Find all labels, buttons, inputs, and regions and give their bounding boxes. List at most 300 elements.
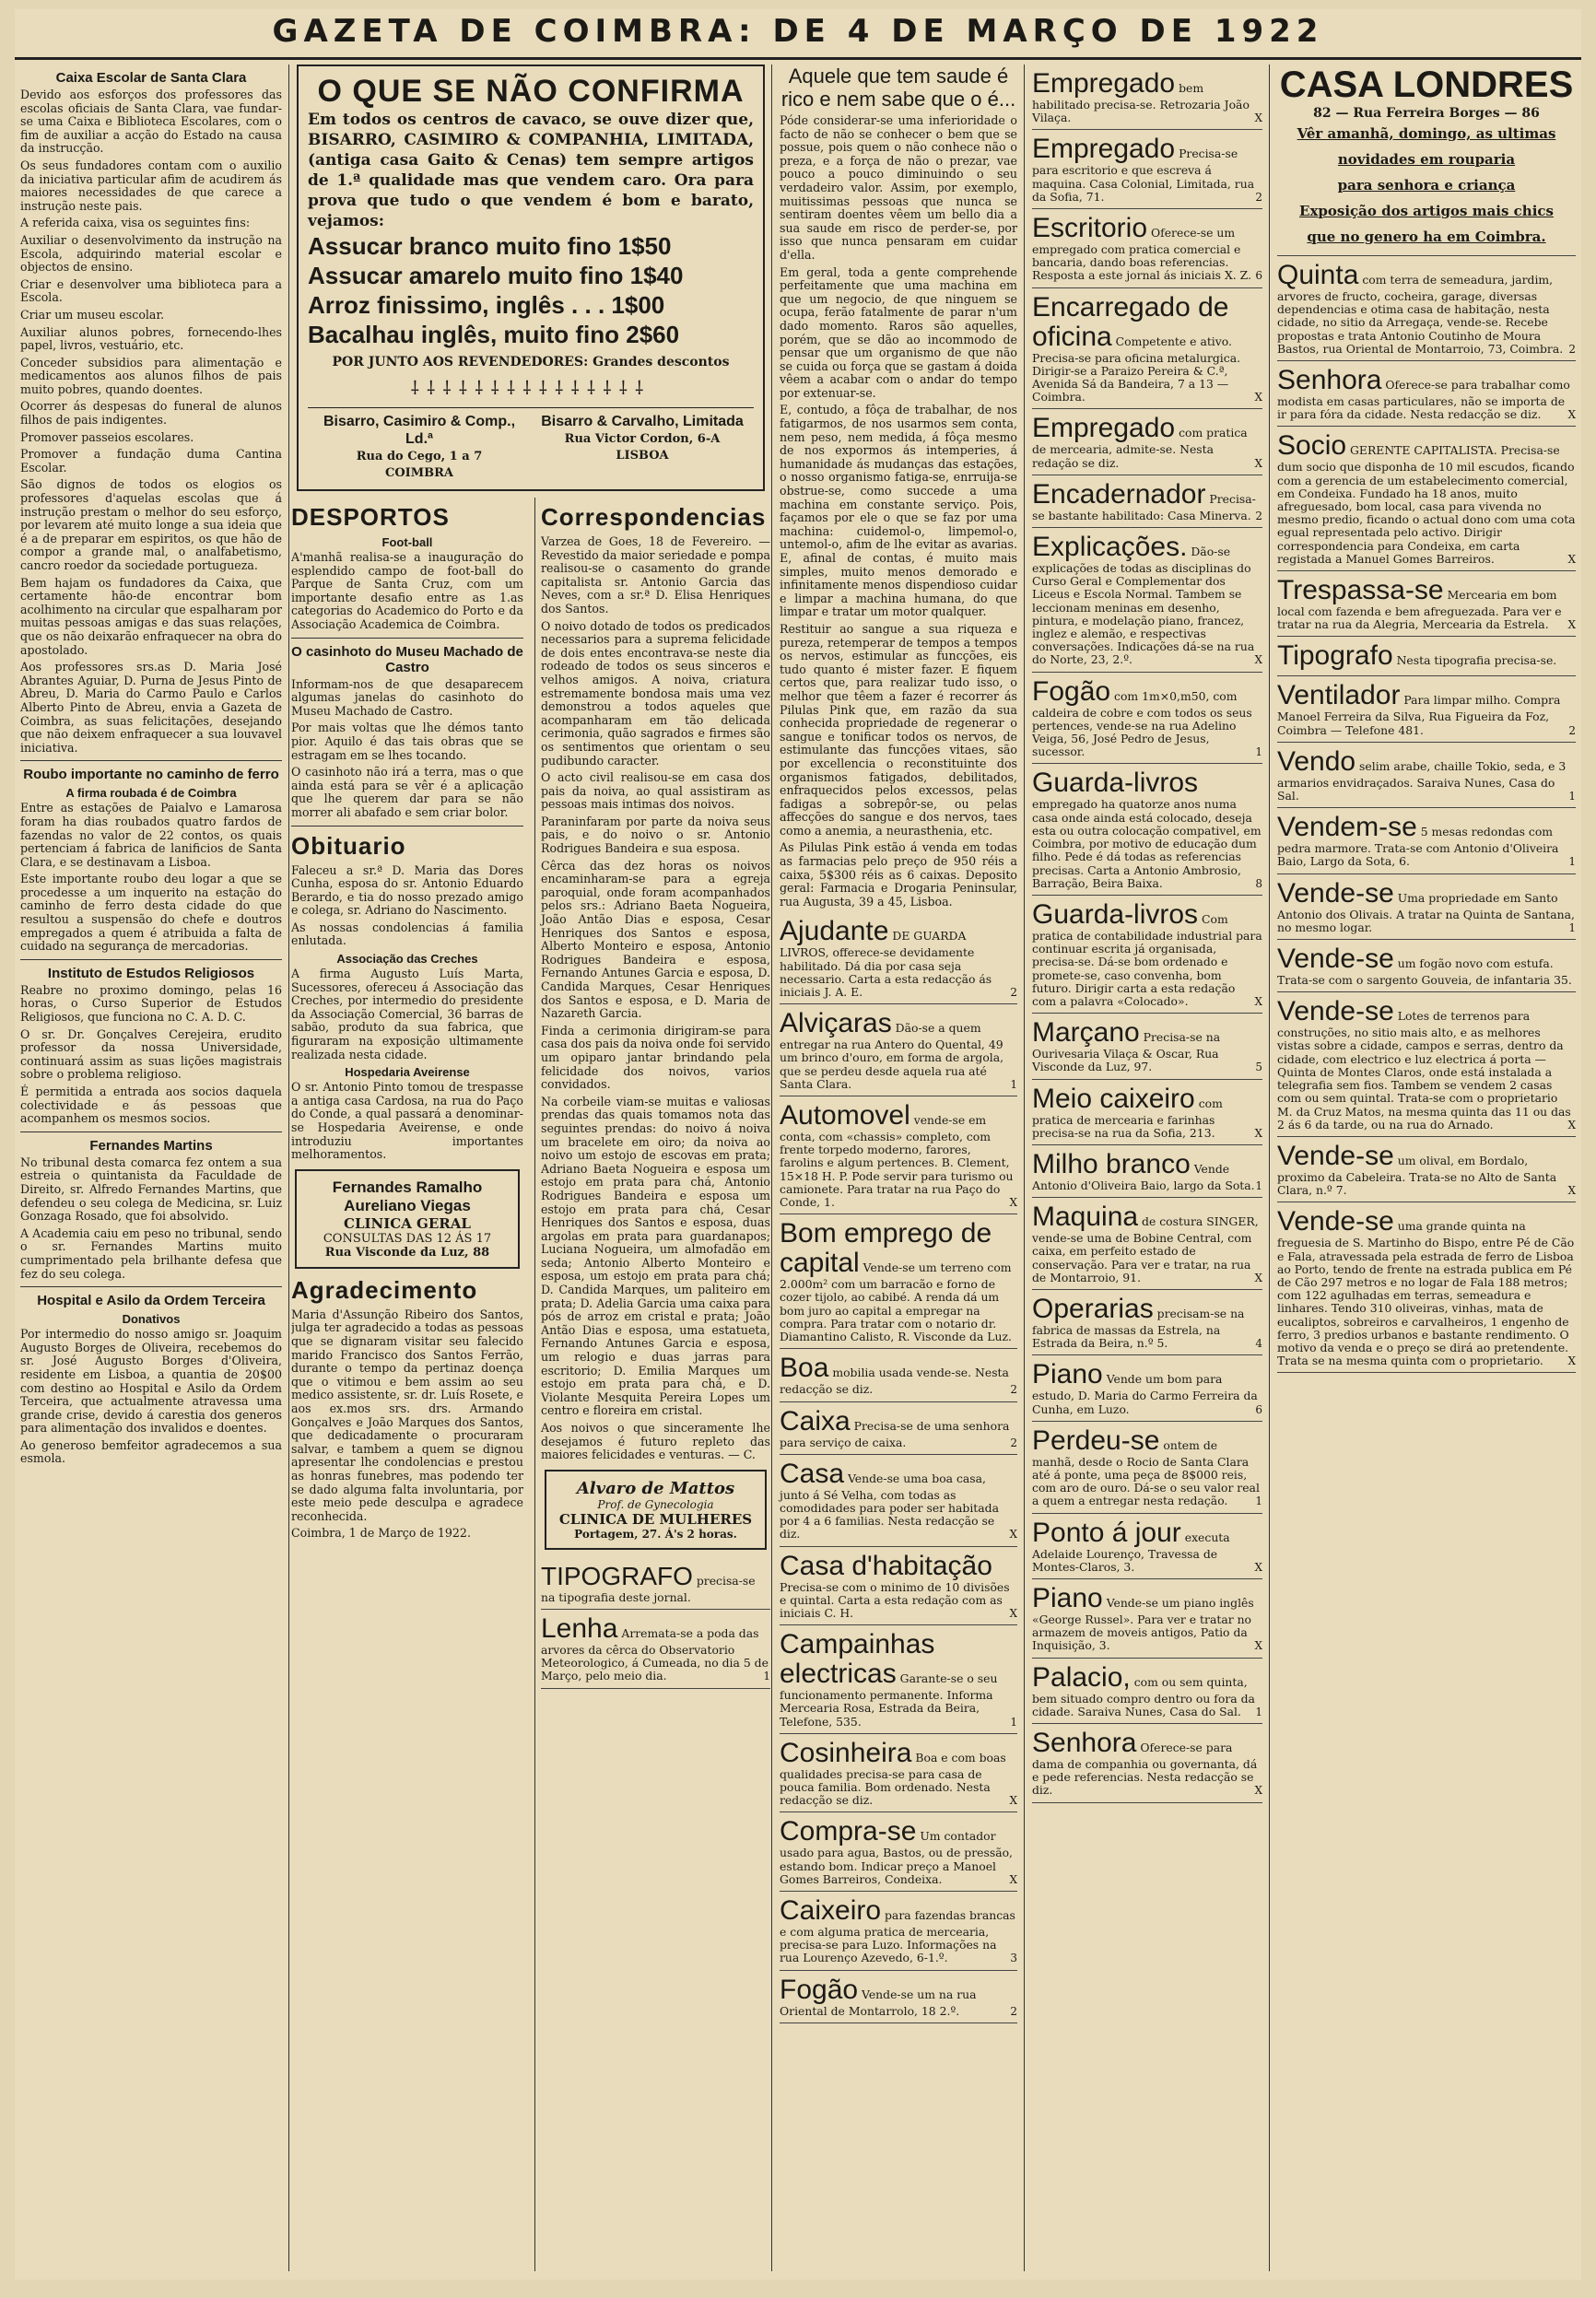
- ad-text: Com pratica de contabilidade industrial para continuar escrita já organisada, precisa-se. Dá-se bom ordenado e promete-se, caso convenha, bom futuro. Dirigir carta a esta redação com a palavra «Colocado».: [1032, 911, 1262, 1008]
- article-body: [291, 967, 523, 1061]
- paragraph: Faleceu a sr.ª D. Maria das Dores Cunha, esposa do sr. Antonio Eduardo Berardo, e tia do nosso prezado amigo e colega, sr. Adriano do Nascimento.: [291, 862, 523, 918]
- article-body: [20, 1328, 282, 1466]
- classified-ad: [1277, 940, 1576, 992]
- tipografo-advert: TIPOGRAFO precisa-se na tipografia deste jornal.: [541, 1557, 770, 1610]
- ad-text: DE GUARDA LIVROS, offerece-se devidamente habilitado. Dá dia por casa seja necessario. Carta a esta redacção ás iniciais J. A. E.: [780, 929, 992, 1000]
- classified-ad: [1032, 1080, 1262, 1145]
- ad-headword: Socio: [1277, 430, 1347, 462]
- newspaper-page: [15, 9, 1581, 2280]
- ad-headword: Caixeiro: [780, 1894, 882, 1926]
- ad-mark: 8: [1255, 876, 1262, 890]
- ad-headword: Perdeu-se: [1032, 1425, 1160, 1456]
- line: Assucar amarelo muito fino 1$40: [308, 262, 684, 289]
- ad-text: uma grande quinta na freguesia de S. Martinho do Bispo, entre Pé de Cão e Fala, atravessada pela estrada de ferro de Lisboa ao Porto, tendo de frente na estrada publica em Pé de Cão 297 metros e no logar de Fala 188 metros; com 122 agulhadas em terras, semeadura e linhares. Tendo 310 oliveiras, vinhas, mata de eucaliptos, sobreiros e carvalheiros, 1 engenho de ferro, 3 predios urbanos e bastante rendimento. O motivo da venda e o preço se dirá ao pretendente. Trata se na mesma quinta com o proprietario.: [1277, 1219, 1575, 1368]
- ad-text: com terra de semeadura, jardim, arvores de fructo, cocheira, garage, diversas dependencias e otima casa de habitação, nesta cidade, no sitio da Arregaça, vende-se. Recebe propostas e trata Antonio Coutinho de Moura Bastos, rua Oriental de Montarroio, 73, Coimbra.: [1277, 273, 1564, 356]
- ad-headword: Milho branco: [1032, 1148, 1191, 1179]
- section-title: DESPORTOS: [291, 503, 450, 531]
- ad-text: Garante-se o seu funcionamento permanente. Informa Mercearia Rosa, Estrada da Beira, Telefone, 535.: [780, 1671, 998, 1729]
- classified-ad: [1277, 1137, 1576, 1202]
- ad-mark: X: [1254, 1560, 1262, 1574]
- ad-mark: 5: [1255, 1061, 1262, 1074]
- ad-headword: Boa: [780, 1353, 829, 1384]
- classified-ad: [780, 1734, 1017, 1813]
- ad-mark: X: [1254, 1271, 1262, 1284]
- firm-lisboa: Bisarro & Carvalho, Limitada Rua Victor Cordon, 6-A LISBOA: [541, 414, 744, 463]
- ad-headword: Vende-se: [1277, 877, 1394, 909]
- ad-headword: Guarda-livros: [1032, 898, 1199, 930]
- paragraph: A firma Augusto Luís Marta, Sucessores, ofereceu á Associação das Creches, por intermedio do presidente da Associação Comercial, 36 barras de sabão, produto da sua fabrica, que figuraram na exposição ultimamente realizada nesta cidade.: [291, 967, 523, 1061]
- paragraph: As nossas condolencias á familia enlutada.: [291, 920, 523, 948]
- ad-headword: Vende-se: [1277, 996, 1394, 1027]
- article-subtitle: Foot-ball: [381, 535, 433, 549]
- classified-ad: [1032, 1514, 1262, 1579]
- classified-ad: [1032, 1014, 1262, 1079]
- ad-text: vende-se em conta, com «chassis» completo, com frente torpedo moderno, farores, farolins e algum pertences. B. Clement, 15×18 H. P. Pode servir para turismo ou camionete. Para tratar na rua Paço do Conde, 1.: [780, 1113, 1014, 1210]
- ad-mark: 1: [1568, 855, 1576, 869]
- paragraph: Cêrca das dez horas os noivos encaminharam-se para a egreja paroquial, onde foram acompanhados pelos srs.: Adriano Baeta Nogueira, João Antão Dias e esposa, Cesar Henriques dos Santos e esposa, Alberto Monteiro e esposa, Antonio Rodrigues Bandeira e esposa, Fernando Antunes Garcia e esposa, D. Candida Marques, Cesar Henriques dos Santos e esposa, e D. Maria de Nazareth Garcia.: [541, 858, 770, 1021]
- classified-ad: [1032, 1290, 1262, 1355]
- advert-note: POR JUNTO AOS REVENDEDORES: Grandes descontos: [332, 355, 730, 369]
- column-2a: [291, 498, 529, 2271]
- paragraph: As Pilulas Pink estão á venda em todas as farmacias pelo preço de 950 réis a caixa, 5$300 réis as 6 caixas. Deposito geral: Farmacia e Drogaria Peninsular, rua Augusta, 39 a 45, Lisboa.: [780, 840, 1017, 909]
- ad-headword: Bom emprego de capital: [780, 1218, 992, 1279]
- classified-ad: [1032, 130, 1262, 209]
- ad-headword: Compra-se: [780, 1816, 917, 1847]
- advert-title: O QUE SE NÃO CONFIRMA: [317, 74, 745, 109]
- ad-headword: Explicações.: [1032, 532, 1188, 563]
- article-body: [780, 114, 1017, 909]
- ad-mark: X: [1567, 408, 1576, 422]
- article-body: [20, 1156, 282, 1281]
- classified-ad: [780, 1349, 1017, 1401]
- classified-ad: [1277, 874, 1576, 940]
- paragraph: Restituir ao sangue a sua riqueza e pureza, retemperar de tempos a tempos os nervos, estimular as funcções, eis tudo quanto é mister fazer. E fiquem certos que, para realizar tudo isso, o melhor que têem a fazer é recorrer ás Pilulas Pink que, em razão da sua conhecida propriedade de regenerar o sangue e tonificar todos os nervos, de estimulante das funcções vitaes, são por excellencia o reconstituinte dos organismos fatigados, debilitados, enfraquecidos pelos excessos, pelas fadigas a sobrepôr-se, ou pelas affecções do sangue e dos nervos, taes como a anemia, a neurasthenia, etc.: [780, 621, 1017, 838]
- article-subtitle: Donativos: [122, 1312, 181, 1327]
- classified-list: [1032, 64, 1262, 1803]
- advert-lead: Em todos os centros de cavaco, se ouve dizer que, BISARRO, CASIMIRO & COMPANHIA, LIMITADA, (antiga casa Gaito & Cenas) tem sempre artigos de 1.ª qualidade mas que vendem caro. Ora para prova que tudo o que vendem é bom e barato, vejamos:: [308, 111, 754, 230]
- article-title: Roubo importante no caminho de ferro: [23, 767, 279, 783]
- price-list: [308, 231, 754, 349]
- line: novidades em rouparia: [1337, 151, 1516, 168]
- ad-headword: Fogão: [1032, 675, 1111, 707]
- classified-ad: [1032, 475, 1262, 528]
- ad-text: Precisa-se bastante habilitado: Casa Minerva.: [1032, 491, 1256, 522]
- ad-headword: Fogão: [780, 1974, 859, 2005]
- paragraph: Aos noivos o que sinceramente lhe desejamos é futuro repleto das maiores felicidades e venturas. — C.: [541, 1421, 770, 1462]
- masthead: [15, 9, 1581, 60]
- ad-mark: X: [1254, 1126, 1262, 1140]
- article-title: O casinhoto do Museu Machado de Castro: [291, 643, 523, 675]
- ad-headword: Escritorio: [1032, 213, 1148, 244]
- paragraph: Por mais voltas que lhe démos tanto pior. Aquilo é das tais obras que se estragam em se lhes tocando.: [291, 721, 523, 762]
- ad-headword: Casa: [780, 1458, 845, 1489]
- article-title: Hospedaria Aveirense: [345, 1065, 470, 1080]
- column-2: [291, 64, 770, 2271]
- ad-headword: Tipografo: [1277, 640, 1393, 672]
- ad-text: 5 mesas redondas com pedra marmore. Trata-se com Antonio d'Oliveira Baio, Largo da Sota, 6.: [1277, 825, 1559, 869]
- classified-ad: [1277, 427, 1576, 571]
- ad-mark: X: [1567, 552, 1576, 566]
- ad-mark: X: [1567, 1354, 1576, 1368]
- section-title: Agradecimento: [291, 1275, 478, 1304]
- ad-text: Precisa-se de uma senhora para serviço de caixa.: [780, 1418, 1010, 1449]
- ad-text: Vende-se um piano inglês «George Russel». Para ver e tratar no armazem de moveis antigos, Patio da Inquisição, 3.: [1032, 1595, 1254, 1653]
- ad-text: de costura SINGER, vende-se uma de Bobine Central, com caixa, em perfeito estado de conservação. Para ver e tratar, na rua de Montarroio, 91.: [1032, 1214, 1259, 1284]
- ad-headword: Vende-se: [1277, 1206, 1394, 1237]
- classified-ad: [1277, 361, 1576, 427]
- article-subtitle: A firma roubada é de Coimbra: [65, 786, 237, 801]
- ad-text: selim arabe, chaille Tokio, seda, e 3 armarios envidraçados. Saraiva Nunes, Casa do Sal.: [1277, 758, 1567, 803]
- ad-headword: Maquina: [1032, 1202, 1139, 1233]
- classified-ad: [780, 1892, 1017, 1971]
- ad-text: GERENTE CAPITALISTA. Precisa-se dum socio que disponha de 10 mil escudos, ficando com a gerencia de um estabelecimento comercial, em Condeixa. Fundado ha 18 anos, muito afreguesado, bom local, casa para vivenda no mesmo predio, ficando o actual dono com uma cota egual representada pelo activo. Dirigir correspondencia para Condeixa, em carta registada a Manuel Gomes Barreiros.: [1277, 443, 1576, 566]
- ad-headword: Operarias: [1032, 1293, 1154, 1324]
- classified-ad: [780, 1547, 1017, 1626]
- ad-text: bem habilitado precisa-se. Retrozaria João Vilaça.: [1032, 81, 1250, 125]
- paragraph: A'manhã realisa-se a inauguração do esplendido campo de foot-ball do Parque de Santa Cruz, com um importante desafio entre as 1.as categorias do Academico do Porto e da Associação Academica de Coimbra.: [291, 550, 523, 631]
- classified-ad: [1277, 571, 1576, 637]
- ad-text: Vende-se um terreno com 2.000m² com um barracão e forno de cozer tijolo, ao cabibé. A renda dá um bom juro ao capital a empregar na compra. Para tratar com o notario dr. Diamantino Calisto, R. Visconde da Luz.: [780, 1260, 1012, 1344]
- classified-ad: [780, 1971, 1017, 2023]
- classified-ad: [1032, 673, 1262, 765]
- ad-mark: X: [1254, 653, 1262, 667]
- classified-ad: [1277, 992, 1576, 1137]
- paragraph: Os seus fundadores contam com o auxilio da iniciativa particular afim de acudirem ás maiores necessidades de que carece a instrução neste pais.: [20, 158, 282, 213]
- ad-text: Vende um bom para estudo, D. Maria do Carmo Ferreira da Cunha, em Luzo.: [1032, 1372, 1258, 1416]
- paragraph: O casinhoto não irá a terra, mas o que ainda está para se vêr é a aplicação que lhe querem dar para se não morrer ali abafado e sem criar bolor.: [291, 765, 523, 819]
- advert-lines: [1277, 121, 1576, 250]
- ad-mark: X: [1567, 1118, 1576, 1131]
- ad-mark: 1: [1255, 1178, 1262, 1192]
- ad-text: Oferece-se para trabalhar como modista em casas particulares, não se importa de ir para fóra da cidade. Nesta redacção se diz.: [1277, 378, 1570, 422]
- ad-text: com pratica de mercearia e farinhas precisa-se na rua da Sofia, 213.: [1032, 1096, 1223, 1140]
- classified-ad: [1032, 409, 1262, 475]
- ad-text: Lotes de terrenos para construções, no sitio mais alto, e as melhores vistas sobre a cidade, campos e serras, dentro da cidade, com electrico e luz electrica á porta — Quinta de Montes Claros, onde está instalada a telegrafia sem fios. Tambem se vendem 2 casas com ou sem quintal. Trata-se com o proprietario M. da Cruz Matos, na mesma quinta das 11 ou das 2 ás 6 da tarde, ou na rua do Arnado.: [1277, 1009, 1571, 1131]
- ad-mark: X: [1009, 1196, 1017, 1210]
- ornament-rule: ⸸⸸⸸⸸⸸⸸⸸⸸⸸⸸⸸⸸⸸⸸⸸: [410, 377, 651, 399]
- ad-mark: X: [1254, 1639, 1262, 1653]
- article-body: [291, 864, 523, 949]
- ad-text: Precisa-se para escritorio e que escreva á maquina. Casa Colonial, Limitada, rua da Sofia, 71.: [1032, 147, 1255, 204]
- classified-ad: [1032, 764, 1262, 895]
- paragraph: Ao generoso bemfeitor agradecemos a sua esmola.: [20, 1437, 282, 1466]
- ad-mark: 1: [1010, 1077, 1017, 1091]
- classified-ad: [780, 1625, 1017, 1734]
- article-body: [291, 1308, 523, 1541]
- ad-mark: 1: [1568, 790, 1576, 803]
- paragraph: Reabre no proximo domingo, pelas 16 horas, o Curso Superior de Estudos Religiosos, que funciona no C. A. D. C.: [20, 982, 282, 1025]
- classified-list: [1277, 256, 1576, 1373]
- ad-headword: Meio caixeiro: [1032, 1083, 1195, 1114]
- paragraph: Na corbeile viam-se muitas e valiosas prendas das quais tomamos nota das seguintes prendas: do noivo á noiva um bracelete em oiro; da noiva ao noivo um estojo de escovas em prata; Adriano Baeta Nogueira e esposa um estojo em prata para chá, Antonio Rodrigues Bandeira e esposa um estojo em prata para chá, Cesar Henriques dos Santos e esposa, duas argolas em prata para guardanapos; Luciana Nogueira, um almofadão em seda; Antonio Alberto Monteiro e esposa, um estojo em prata para chá; D. Candida Marques, um paliteiro em prata; D. Adelia Garcia uma caixa para pós de arroz em cristal e prata; João Antão Dias e esposa, uma estatueta, Fernando Antunes Garcia e esposa, um relogio e duas jarras para escritorio; D. Emilia Marques um estojo em prata para chá, e D. Violante Mesquita Pereira Lopes um centro e floreira em cristal.: [541, 1094, 770, 1418]
- ad-headword: Quinta: [1277, 260, 1359, 290]
- classified-ad: [1277, 676, 1576, 742]
- section-title: Correspondencias: [541, 503, 767, 531]
- line: Assucar branco muito fino 1$50: [308, 232, 672, 260]
- ad-text: Dão-se explicações de todas as disciplinas do Curso Geral e Complementar dos Liceus e Escola Normal. Tambem se leccionam meninas em desenho, pintura, e modelação piano, francez, inglez e alemão, e respectivas conversações. Indicações dá-se na rua do Norte, 23, 2.º.: [1032, 545, 1255, 667]
- lenha-advert: Lenha Arremata-se a poda das arvores da cêrca do Observatorio Meteorologico, á Cumeada, no dia 5 de Março, pelo meio dia. 1: [541, 1610, 770, 1689]
- ad-headword: Marçano: [1032, 1017, 1140, 1049]
- classified-ad: [1032, 1579, 1262, 1659]
- paragraph: Entre as estações de Paialvo e Lamarosa foram ha dias roubados quatro fardos de fazendas no valor de 22 contos, os quais pertenciam á fabrica de lanificios de Santa Clara, e se destinavam a Lisboa.: [20, 801, 282, 869]
- ad-headword: Campainhas electricas: [780, 1629, 935, 1690]
- ad-mark: X: [1567, 618, 1576, 632]
- classified-ad: [780, 1402, 1017, 1455]
- ad-mark: 1: [1010, 1715, 1017, 1729]
- paragraph: Criar e desenvolver uma biblioteca para a Escola.: [20, 276, 282, 305]
- ad-headword: Empregado: [1032, 134, 1176, 165]
- ad-mark: 2: [1255, 190, 1262, 204]
- article-body: [20, 802, 282, 954]
- paragraph: Conceder subsidios para alimentação e medicamentos aos alunos filhos de pais muito pobres, quando doentes.: [20, 355, 282, 396]
- classified-ad: [1032, 1355, 1262, 1421]
- ad-text: um olival, em Bordalo, proximo da Cabeleira. Trata-se no Alto de Santa Clara, n.º 7.: [1277, 1153, 1557, 1198]
- ad-text: com 1m×0,m50, com caldeira de cobre e com todos os seus pertences, vende-se na rua Adelino Veiga, 56, José Pedro de Jesus, sucessor.: [1032, 688, 1252, 759]
- ad-mark: 1: [1568, 920, 1576, 934]
- paragraph: Por intermedio do nosso amigo sr. Joaquim Augusto Borges de Oliveira, recebemos do sr. José Augusto Borges d'Oliveira, residente em Lisboa, a quantia de 20$00 com destino ao Hospital e Asilo da Ordem Terceira, que actualmente atravessa uma grande crise, devido á carestia dos generos para alimentação dos invalidos e doentes.: [20, 1327, 282, 1436]
- column-rule: [1024, 64, 1025, 2271]
- classified-ad: [1277, 743, 1576, 808]
- paragraph: Coimbra, 1 de Março de 1922.: [291, 1526, 471, 1541]
- ad-mark: 6: [1255, 1402, 1262, 1416]
- paragraph: É permitida a entrada aos socios daquela colectividade e ás pessoas que acompanhem os mesmos socios.: [20, 1085, 282, 1126]
- ad-headword: Piano: [1032, 1359, 1103, 1390]
- ad-text: Mercearia em bom local com fazenda e bem afreguezada. Para ver e tratar na rua da Alegria, Mercearia da Estrela.: [1277, 588, 1562, 632]
- clinic-advert: Fernandes Ramalho Aureliano Viegas CLINICA GERAL CONSULTAS DAS 12 ÁS 17 Rua Visconde da Luz, 88: [295, 1169, 520, 1269]
- classified-ad: [1277, 1202, 1576, 1373]
- classified-ad: [780, 1096, 1017, 1214]
- article-body: [291, 1081, 523, 1162]
- ad-mark: 2: [1010, 1436, 1017, 1449]
- paragraph: Finda a cerimonia dirigiram-se para casa dos pais da noiva onde foi servido um opiparo jantar brindando pela felicidade dos noivos, varios convidados.: [541, 1023, 770, 1092]
- ad-text: para fazendas brancas e com alguma pratica de mercearia, precisa-se para Luzo. Informações na rua Lourenço Azevedo, 6-1.º.: [780, 1907, 1015, 1965]
- classified-ad: [1032, 1422, 1262, 1514]
- article-body: [541, 535, 770, 1462]
- ad-headword: Vendo: [1277, 745, 1356, 777]
- ad-text: precisam-se na fabrica de massas da Estrela, na Estrada da Beira, n.º 5.: [1032, 1306, 1245, 1351]
- ad-mark: X: [1009, 1794, 1017, 1808]
- ad-mark: 1: [1255, 1495, 1262, 1508]
- ad-headword: Ajudante: [780, 916, 889, 947]
- ad-mark: 2: [1010, 986, 1017, 1000]
- article-title: Fernandes Martins: [89, 1137, 213, 1154]
- line: para senhora e criança: [1337, 177, 1516, 193]
- paragraph: Bem hajam os fundadores da Caixa, que certamente hão-de encontrar bom acolhimento na circular que espalharam por muitas pessoas amigas e das suas relações, que os não deixarão enfraquecer na obra do apostolado.: [20, 575, 282, 657]
- ad-headword: Senhora: [1277, 365, 1382, 396]
- ad-mark: X: [1254, 391, 1262, 404]
- classified-ad: [1032, 64, 1262, 130]
- column-6: [1272, 64, 1581, 2271]
- ad-text: Uma propriedade em Santo Antonio dos Olivais. A tratar na Quinta de Santana, no mesmo logar.: [1277, 890, 1575, 934]
- paragraph: Auxiliar alunos pobres, fornecendo-lhes papel, livros, vestuário, etc.: [20, 324, 282, 353]
- paragraph: São dignos de todos os elogios os professores d'aquelas escolas que á instrução prestam o melhor do seu esforço, por levarem até muito longe a sua ideia que é a de preparar em espiritos, os que hão de compor a grande mal, o analfabetismo, cancro roedor da sociedade portugueza.: [20, 477, 282, 572]
- advert-address: 82 — Rua Ferreira Borges — 86: [1313, 106, 1540, 121]
- paragraph: O acto civil realisou-se em casa dos pais da noiva, ao qual assistiram as pessoas mais intimas dos noivos.: [541, 770, 770, 812]
- ad-headword: Vendem-se: [1277, 812, 1417, 843]
- ad-text: Vende-se uma boa casa, junto á Sé Velha, com todas as comodidades para poder ser habitada por 4 a 6 familias. Nesta redacção se diz.: [780, 1471, 999, 1542]
- firm-coimbra: Bisarro, Casimiro & Comp., Ld.ª Rua do Cego, 1 a 7 COIMBRA: [323, 414, 516, 480]
- article-body: [20, 88, 282, 755]
- classified-ad: [780, 912, 1017, 1004]
- ad-headword: Vende-se: [1277, 1140, 1394, 1171]
- masthead-text: GAZETA DE COIMBRA: DE 4 DE MARÇO DE 1922: [272, 13, 1324, 50]
- paragraph: No tribunal desta comarca fez ontem a sua estreia o quintanista da Faculdade de Direito, sr. Alfredo Fernandes Martins, que defendeu o seu colega de Medicina, sr. Luiz Gonzaga Rosado, que foi absolvido.: [20, 1155, 282, 1224]
- ad-headword: Vende-se: [1277, 944, 1394, 975]
- ad-text: executa Adelaide Lourenço, Travessa de Montes-Claros, 3.: [1032, 1530, 1230, 1574]
- ad-text: Competente e ativo. Precisa-se para oficina metalurgica. Dirigir-se a Paraizo Pereira & C.ª, Avenida Sá da Bandeira, 7 a 13 — Coimbra.: [1032, 334, 1241, 404]
- paragraph: Paraninfaram por parte da noiva seus pais, e do noivo o sr. Antonio Rodrigues Bandeira e sua esposa.: [541, 814, 770, 856]
- ad-mark: X: [1254, 111, 1262, 125]
- article-body: [291, 678, 523, 820]
- article-title: Instituto de Estudos Religiosos: [47, 965, 255, 981]
- article-title: Caixa Escolar de Santa Clara: [55, 70, 247, 86]
- ad-mark: X: [1254, 1784, 1262, 1798]
- ad-text: ontem de manhã, desde o Rocio de Santa Clara até á ponte, uma peça de 8$000 reis, com aro de ouro. Dá-se o seu valor real a quem a entregar nesta redação.: [1032, 1437, 1260, 1508]
- classified-ad: [1032, 896, 1262, 1014]
- ad-text: Vende-se um na rua Oriental de Montarrolo, 18 2.º.: [780, 1987, 977, 2018]
- ad-headword: Ventilador: [1277, 680, 1401, 711]
- classified-ad: [1277, 256, 1576, 361]
- ad-headword: Trespassa-se: [1277, 575, 1444, 606]
- line: Bacalhau inglês, muito fino 2$60: [308, 321, 680, 348]
- paragraph: O noivo dotado de todos os predicados necessarios para a suprema felicidade de dois entes encontrava-se neste dia rodeado de todos os seus sinceros e velhos amigos. A noiva, criatura estremamente bondosa mais uma vez demonstrou a todos aqueles que acompanharam em tão delicada cerimonia, quão sagrados e firmes são os sentimentos que orientam o seu pudibundo caracter.: [541, 618, 770, 768]
- line: Arroz finissimo, inglês . . . 1$00: [308, 291, 665, 319]
- column-rule: [1269, 64, 1270, 2271]
- ad-mark: 3: [1010, 1952, 1017, 1965]
- ad-text: um fogão novo com estufa. Trata-se com o sargento Gouveia, de infantaria 35.: [1277, 956, 1572, 988]
- line: Exposição dos artigos mais chics: [1299, 203, 1554, 219]
- ad-text: com ou sem quinta, bem situado compro dentro ou fora da cidade. Saraiva Nunes, Casa do Sal.: [1032, 1674, 1255, 1718]
- ad-headword: Senhora: [1032, 1728, 1137, 1758]
- ad-mark: 2: [1568, 723, 1576, 737]
- ad-headword: Cosinheira: [780, 1737, 912, 1768]
- classified-ad: [1032, 1724, 1262, 1803]
- classified-ad: [780, 1812, 1017, 1892]
- ad-text: Oferece-se um empregado com pratica comercial e bancaria, dando boas referencias. Resposta a este jornal ás iniciais X. Z.: [1032, 226, 1252, 283]
- column-5: [1027, 64, 1268, 2271]
- line: que no genero ha em Coimbra.: [1307, 229, 1546, 245]
- ad-headword: Empregado: [1032, 413, 1176, 444]
- column-rule: [288, 64, 289, 2271]
- paragraph: E, contudo, a fôça de trabalhar, de nos fatigarmos, de nos usarmos sem conta, nem peso, nem medida, á fôça mesmo de nos expormos ás intemperies, á humanidade ás mudanças das estações, o nosso organismo fatiga-se, enrruija-se obstrue-se, como succede a uma machina em constante serviço. Pois, façamos por ele o que se faz por uma machina: cuidemol-o, limpemol-o, untemol-o, afim de lhe evitar as avarias. E, afinal de contas, é muito mais simples, muito menos demorado e infinitamente menos dispendioso cuidar e limpar a machina humana, do que limpar e tratar um motor qualquer.: [780, 403, 1017, 619]
- bisarro-advert: [297, 64, 765, 491]
- paragraph: Este importante roubo deu logar a que se procedesse a um inquerito na estação do caminho de ferro desta cidade do que resultou a suspensão do chefe e doutros empregados a quem é atribuida a falta de cuidado na segurança de mercadorias.: [20, 872, 282, 954]
- paragraph: Varzea de Goes, 18 de Fevereiro. — Revestido da maior seriedade e pompa realisou-se o casamento do grande capitalista sr. Antonio Garcia das Neves, com a sr.ª D. Elisa Henriques dos Santos.: [541, 534, 770, 616]
- ad-mark: 2: [1255, 509, 1262, 522]
- column-rule: [771, 64, 772, 2271]
- paragraph: A referida caixa, visa os seguintes fins:: [20, 216, 251, 230]
- classified-ad: [1032, 1145, 1262, 1198]
- classified-ad: [1032, 528, 1262, 673]
- classified-ad: [1032, 288, 1262, 410]
- article-title: Associação das Creches: [336, 952, 478, 967]
- ad-text: Dão-se a quem entregar na rua Antero do Quental, 49 um brinco d'ouro, em forma de argola, que se perdeu desde aquela rua até Santa Clara.: [780, 1021, 1004, 1091]
- ad-mark: X: [1009, 1606, 1017, 1620]
- paragraph: Criar um museu escolar.: [20, 307, 165, 322]
- ad-mark: X: [1009, 1528, 1017, 1542]
- ad-text: Precisa-se na Ourivesaria Vilaça & Oscar, Rua Visconde da Luz, 97.: [1032, 1030, 1221, 1074]
- ad-mark: X: [1567, 1184, 1576, 1198]
- article-body: [291, 551, 523, 632]
- classified-ad: [1032, 209, 1262, 288]
- ad-mark: 2: [1010, 1383, 1017, 1397]
- ad-text: com pratica de mercearia, admite-se. Nesta redação se diz.: [1032, 426, 1248, 470]
- ad-mark: X: [1009, 1872, 1017, 1886]
- ad-headword: Casa d'habitação: [780, 1550, 992, 1581]
- article-title: Aquele que tem saude é rico e nem sabe que o é...: [780, 64, 1016, 111]
- gynecology-advert: Alvaro de Mattos Prof. de Gynecologia CLINICA DE MULHERES Portagem, 27. Á's 2 horas.: [545, 1470, 767, 1550]
- ad-headword: Caixa: [780, 1405, 851, 1436]
- classified-ad: [780, 1004, 1017, 1096]
- ad-text: empregado ha quatorze anos numa casa onde ainda está colocado, deseja esta ou outra colocação compativel, em Coimbra, por motivo de educação dum filho. Pede é dá todas as referencias precisas. Carta a Antonio Ambrosio, Barração, Beira Baixa.: [1032, 797, 1262, 890]
- article-body: [20, 984, 282, 1126]
- paragraph: Informam-nos de que desaparecem algumas janelas do casinhoto do Museu Machado de Castro.: [291, 676, 523, 718]
- ad-mark: 2: [1010, 2004, 1017, 2018]
- advert-title: CASA LONDRES: [1279, 64, 1574, 105]
- ad-headword: Automovel: [780, 1100, 910, 1131]
- classified-ad: [1277, 808, 1576, 873]
- ad-headword: Ponto á jour: [1032, 1517, 1181, 1548]
- column-1: [15, 64, 288, 2271]
- paragraph: O sr. Antonio Pinto tomou de trespasse a antiga casa Cardosa, na rua do Paço do Conde, a qual passará a denominar-se Hospedaria Aveirense, e onde introduziu importantes melhoramentos.: [291, 1080, 523, 1162]
- paragraph: Aos professores srs.as D. Maria José Abrantes Aguiar, D. Purna de Jesus Pinto de Abreu, D. Maria do Carmo Paulo e Carlos Alberto Pinto de Abreu, envia a Gazeta de Coimbra, as suas felicitações, desejando que não deixem enfraquecer a sua louvavel iniciativa.: [20, 660, 282, 755]
- paragraph: A Academia caiu em peso no tribunal, sendo o sr. Fernandes Martins muito cumprimentado pela brilhante defesa que fez do seu colega.: [20, 1225, 282, 1281]
- ad-mark: 6: [1255, 269, 1262, 283]
- ad-headword: Guarda-livros: [1032, 768, 1199, 799]
- casa-londres-advert: [1277, 64, 1576, 256]
- paragraph: Póde considerar-se uma inferioridade o facto de não se conhecer o bem que se possue, pois quem o não conhece não o preza, e a força de não o prezar, vae pouco a pouco diminuindo o seu verdadeiro valor. Assim, por exemplo, muitissimas pessoas que nunca se sentiram doentes vêem um bello dia a sua saude em risco de perder-se, por isso que nunca pensaram em cuidar d'ella.: [780, 113, 1017, 262]
- ad-headword: Empregado: [1032, 68, 1176, 99]
- ad-text: Oferece-se para dama de companhia ou governanta, dá e pede referencias. Nesta redacção se diz.: [1032, 1741, 1258, 1798]
- ad-mark: X: [1254, 456, 1262, 470]
- column-4: [774, 64, 1023, 2271]
- ad-text: Vende Antonio d'Oliveira Baio, largo da Sota.: [1032, 1161, 1255, 1192]
- ad-text: Boa e com boas qualidades precisa-se para casa de pouca familia. Bom ordenado. Nesta redacção se diz.: [780, 1750, 1006, 1808]
- ad-mark: 2: [1568, 342, 1576, 356]
- ad-headword: Piano: [1032, 1582, 1103, 1613]
- section-title: Obituario: [291, 831, 406, 860]
- ad-text: Nesta tipografia precisa-se.: [1396, 653, 1557, 668]
- ad-mark: X: [1254, 994, 1262, 1008]
- column-2b: [534, 498, 770, 2271]
- ad-text: Precisa-se com o minimo de 10 divisões e quintal. Carta a esta redação com as iniciais C. H.: [780, 1579, 1010, 1620]
- classified-ad: [1277, 637, 1576, 676]
- line: Vêr amanhã, domingo, as ultimas: [1297, 125, 1556, 142]
- paragraph: Promover passeios escolares.: [20, 429, 194, 444]
- paragraph: Em geral, toda a gente comprehende perfeitamente que uma machina em que um negocio, de que ninguem se ocupa, ferão fatalmente de parar n'um dado momento. Raros são aquelles, porém, que se dão ao incommodo de pensar que um organismo de que não se cuida ou força que se gastam á doida vêem a acabar com o andar do tempo por extenuar-se.: [780, 264, 1017, 400]
- ad-headword: Encadernador: [1032, 478, 1206, 510]
- classified-ad: [1032, 1198, 1262, 1290]
- paragraph: Auxiliar o desenvolvimento da instrução na Escola, adquirindo material escolar e objectos de ensino.: [20, 232, 282, 275]
- article-title: Hospital e Asilo da Ordem Terceira: [37, 1293, 265, 1309]
- paragraph: Maria d'Assunção Ribeiro dos Santos, julga ter agradecido a todas as pessoas que se dignaram visitar seu falecido marido Francisco dos Santos Ferrão, durante o tempo da pertinaz doença que o vitimou e bem assim ao seu medico assistente, sr. dr. Luís Rosete, e aos ex.mos srs. drs. Armando Gonçalves e João Marques dos Santos, que dedicadamente o procuraram salvar, e tambem a quem se dignou apresentar lhe condolencias e prestou as honras funebres, mas podendo ter se dado alguma falta involuntaria, por este meio pede desculpa e agradece reconhecida.: [291, 1307, 523, 1523]
- ad-mark: 1: [1255, 1705, 1262, 1718]
- paragraph: Ocorrer ás despesas do funeral de alunos filhos de pais indigentes.: [20, 399, 282, 428]
- ad-text: Para limpar milho. Compra Manoel Ferreira da Silva, Rua Figueira da Foz, Coimbra — Telefone 481.: [1277, 693, 1561, 737]
- paragraph: Devido aos esforços dos professores das escolas oficiais de Santa Clara, vae fundar-se uma Caixa e Biblioteca Escolares, com o fim de auxiliar a acção do Estado na causa da instrucção.: [20, 88, 282, 156]
- ad-headword: Palacio,: [1032, 1661, 1131, 1693]
- ad-mark: 4: [1255, 1337, 1262, 1351]
- ad-headword: Alviçaras: [780, 1008, 892, 1039]
- ad-headword: Encarregado de oficina: [1032, 291, 1229, 352]
- classified-list: [780, 912, 1017, 2022]
- paragraph: Promover a fundação duma Cantina Escolar.: [20, 447, 282, 475]
- classified-ad: [1032, 1659, 1262, 1724]
- ad-mark: 1: [1255, 745, 1262, 759]
- paragraph: O sr. Dr. Gonçalves Cerejeira, erudito professor da nossa Universidade, continuará assim as suas lições magistrais sobre o problema religioso.: [20, 1026, 282, 1082]
- ad-text: mobilia usada vende-se. Nesta redacção se diz.: [780, 1366, 1009, 1397]
- classified-ad: [780, 1455, 1017, 1547]
